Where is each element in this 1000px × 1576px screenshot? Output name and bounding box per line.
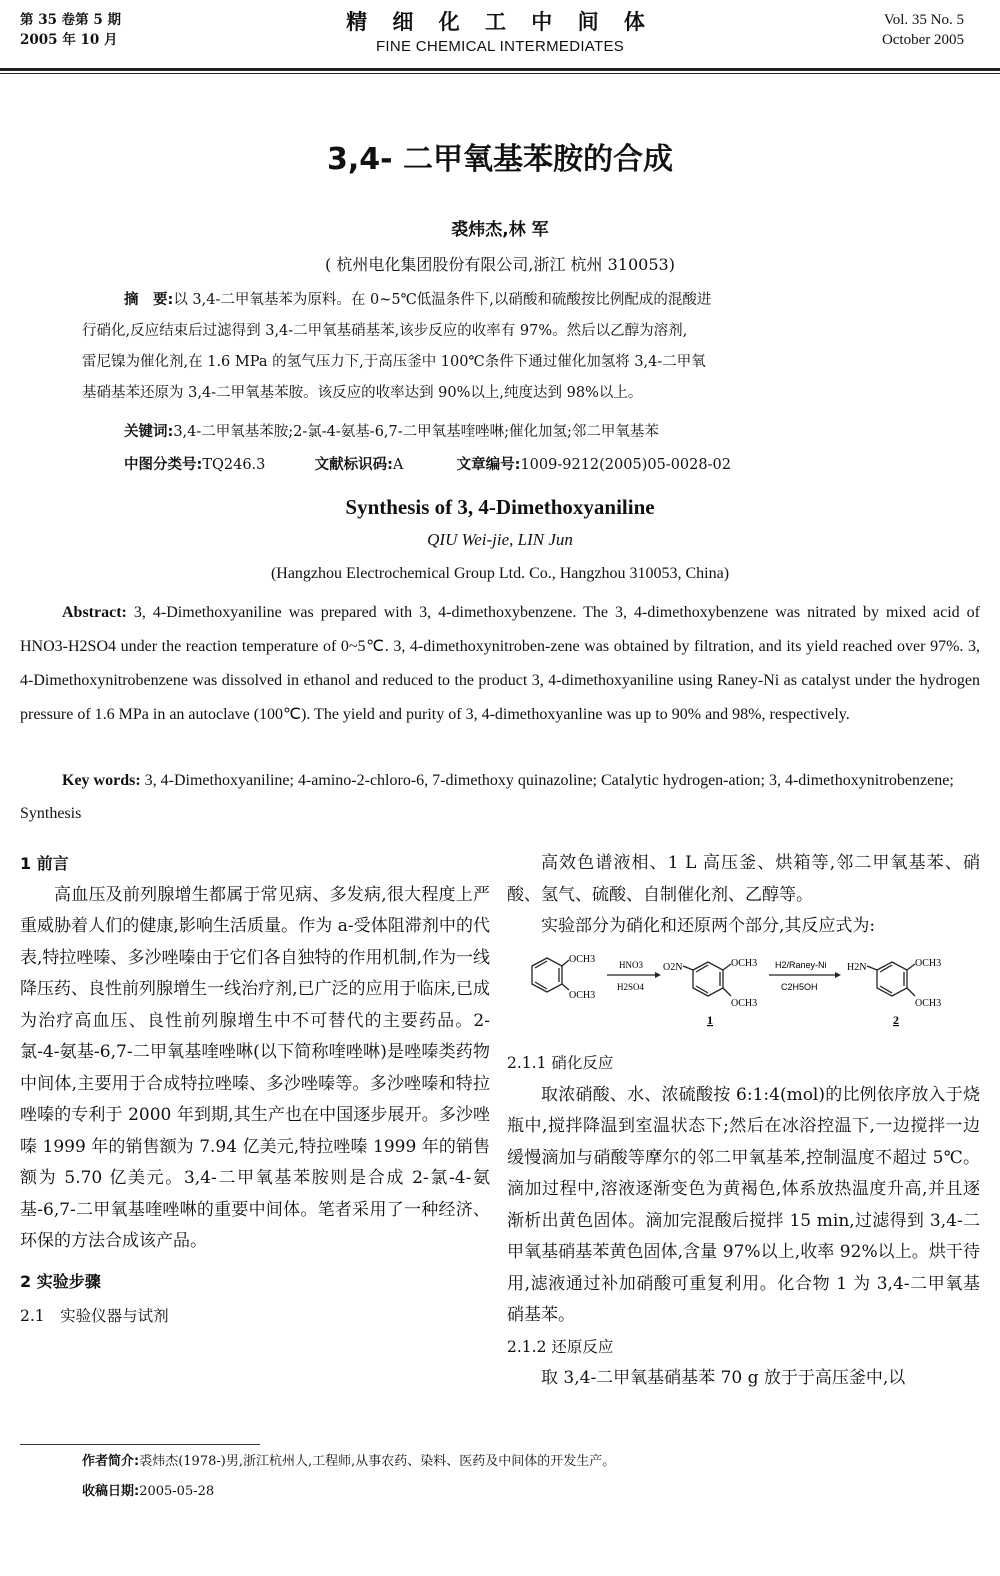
reaction-intro: 实验部分为硝化和还原两个部分,其反应式为: xyxy=(541,916,876,936)
abstract-cn-line-4: 基硝基苯还原为 3,4-二甲氧基苯胺。该反应的收率达到 90%以上,纯度达到 98%以上。 xyxy=(82,385,643,401)
article-title-cn: 3,4- 二甲氧基苯胺的合成 xyxy=(326,142,674,177)
authors-en: QIU Wei-jie, LIN Jun xyxy=(427,530,573,549)
benzene-ring-amine xyxy=(867,962,915,996)
classification-line xyxy=(124,453,884,477)
abstract-cn-line-1 xyxy=(124,288,884,312)
reaction-scheme xyxy=(507,948,980,1048)
reagent-h2-raney-ni: H2/Raney-Ni xyxy=(775,960,827,970)
subsection-heading-instruments: 2.1 实验仪器与试剂 xyxy=(20,1307,169,1325)
abstract-en xyxy=(20,596,980,732)
och3-label-5: OCH3 xyxy=(915,958,942,969)
compound-label-1: 1 xyxy=(707,1013,713,1027)
subsection-heading-nitration: 2.1.1 硝化反应 xyxy=(507,1054,614,1072)
doc-code-label: 文献标识码: xyxy=(314,457,393,473)
issue-date-en: October 2005 xyxy=(881,32,964,48)
keywords-en-label: Key words: xyxy=(62,772,141,789)
footnote-rule xyxy=(20,1444,260,1445)
reagent-ethanol: C2H5OH xyxy=(781,982,818,992)
article-no-label: 文章编号: xyxy=(456,457,521,473)
author-bio-label: 作者简介: xyxy=(82,1454,140,1469)
author-bio xyxy=(82,1452,962,1472)
section-heading-experiment: 2 实验步骤 xyxy=(20,1271,101,1291)
issue-date: 2005 年 10 月 xyxy=(20,32,118,48)
abstract-cn-line-3: 雷尼镍为催化剂,在 1.6 MPa 的氢气压力下,于高压釜中 100℃条件下通过催化加氢将 3,4-二甲氧 xyxy=(82,354,706,370)
intro-paragraph: 高血压及前列腺增生都属于常见病、多发病,很大程度上严重威胁着人们的健康,影响生活质量。作为 a-受体阻滞剂中的代表,特拉唑嗪、多沙唑嗪由于它们各自独特的作用机制,作为一线降压药、良性前列腺增生一线治疗剂,已广泛的应用于临床,已成为治疗高血压、良性前列腺增生中不可替代的主要药品。2-氯-4-氨基-6,7-二甲氧基喹唑啉(以下简称喹唑啉)是唑嗪类药物中间体,主要用于合成特拉唑嗪、多沙唑嗪等。多沙唑嗪和特拉唑嗪的专利于 2000 年到期,其生产也在中国逐步展开。多沙唑嗪 1999 年的销售额为 7.94 亿美元,特拉唑嗪 1999 年的销售额为 5.70 亿美元。3,4-二甲氧基苯胺则是合成 2-氯-4-氨基-6,7-二甲氧基喹唑啉的重要中间体。笔者采用了一种经济、环保的方法合成该产品。 xyxy=(20,884,490,1251)
abstract-cn-line-2: 行硝化,反应结束后过滤得到 3,4-二甲氧基硝基苯,该步反应的收率有 97%。然后以乙醇为溶剂, xyxy=(82,323,688,339)
instruments-paragraph: 高效色谱液相、1 L 高压釜、烘箱等,邻二甲氧基苯、硝酸、氢气、硫酸、自制催化剂、乙醇等。 xyxy=(507,853,980,905)
reagent-hno3: HNO3 xyxy=(619,960,643,970)
arrowhead-nitration xyxy=(655,972,661,978)
article-no-value: 1009-9212(2005)05-0028-02 xyxy=(520,457,731,473)
arrowhead-reduction xyxy=(835,972,841,978)
journal-name-en: FINE CHEMICAL INTERMEDIATES xyxy=(375,38,625,55)
keywords-en xyxy=(20,764,980,830)
och3-label-2: OCH3 xyxy=(569,990,596,1001)
volume-issue-en: Vol. 35 No. 5 xyxy=(883,12,964,28)
affiliation-cn: ( 杭州电化集团股份有限公司,浙江 杭州 310053) xyxy=(325,255,675,274)
header-rule xyxy=(0,68,1000,74)
subsection-heading-reduction: 2.1.2 还原反应 xyxy=(507,1337,614,1356)
clc-value: TQ246.3 xyxy=(202,457,266,473)
abstract-en-label: Abstract: xyxy=(62,604,127,621)
och3-label-3: OCH3 xyxy=(731,958,758,969)
section-heading-intro: 1 前言 xyxy=(20,854,69,873)
received-date-text: 2005-05-28 xyxy=(139,1484,215,1499)
abstract-cn-label: 摘 要: xyxy=(124,292,174,308)
clc-label: 中图分类号: xyxy=(124,457,203,473)
h2n-label: H2N xyxy=(847,962,867,973)
right-column-bottom xyxy=(507,1048,980,1395)
affiliation-en: (Hangzhou Electrochemical Group Ltd. Co., Hangzhou 310053, China) xyxy=(270,565,730,582)
received-date-label: 收稿日期: xyxy=(82,1484,140,1499)
left-column xyxy=(20,848,490,1333)
och3-label-4: OCH3 xyxy=(731,998,758,1009)
right-column-top xyxy=(507,848,980,943)
doc-code-value: A xyxy=(392,457,404,473)
och3-label-6: OCH3 xyxy=(915,998,942,1009)
compound-label-2: 2 xyxy=(893,1013,899,1027)
och3-label-1: OCH3 xyxy=(569,954,596,965)
abstract-cn-text-1: 以 3,4-二甲氧基苯为原料。在 0~5℃低温条件下,以硝酸和硫酸按比例配成的混酸进 xyxy=(173,292,712,308)
benzene-ring-start xyxy=(532,958,569,992)
issue-info-en xyxy=(882,10,964,50)
keywords-cn-text: 3,4-二甲氧基苯胺;2-氯-4-氨基-6,7-二甲氧基喹唑啉;催化加氢;邻二甲氧基苯 xyxy=(173,424,659,440)
received-date xyxy=(82,1482,962,1502)
benzene-ring-nitro xyxy=(683,962,731,996)
keywords-cn xyxy=(124,420,884,444)
abstract-en-text: 3, 4-Dimethoxyaniline was prepared with 3, 4-dimethoxybenzene. The 3, 4-dimethoxybenzene was nitrated by mixed acid of HNO3-H2SO4 under the reaction temperature of 0~5℃. 3, 4-dimethoxynitroben-zene was obtained by filtration, and its yield reached over 97%. 3, 4-Dimethoxynitrobenzene was dissolved in ethanol and reduced to the product 3, 4-dimethoxyaniline using Raney-Ni as catalyst under the hydrogen pressure of 1.6 MPa in an autoclave (100℃). The yield and purity of 3, 4-dimethoxyanline was up to 90% and 98%, respectively. xyxy=(20,604,981,723)
journal-header xyxy=(0,8,1000,58)
authors-cn: 裘炜杰,林 军 xyxy=(451,220,549,240)
journal-name-cn: 精 细 化 工 中 间 体 xyxy=(346,10,654,34)
reagent-h2so4: H2SO4 xyxy=(617,982,645,992)
keywords-cn-label: 关键词: xyxy=(124,424,174,440)
keywords-en-text: 3, 4-Dimethoxyaniline; 4-amino-2-chloro-6, 7-dimethoxy quinazoline; Catalytic hydrogen-ation; 3, 4-dimethoxynitrobenzene; Synthesis xyxy=(20,772,954,822)
no2-label: O2N xyxy=(663,962,683,973)
volume-issue: 第 35 卷第 5 期 xyxy=(20,12,121,28)
reduction-paragraph: 取 3,4-二甲氧基硝基苯 70 g 放于于高压釜中,以 xyxy=(541,1368,906,1388)
article-title-en: Synthesis of 3, 4-Dimethoxyaniline xyxy=(345,495,655,519)
nitration-paragraph: 取浓硝酸、水、浓硫酸按 6:1:4(mol)的比例依序放入于烧瓶中,搅拌降温到室温状态下;然后在冰浴控温下,一边搅拌一边缓慢滴加与硝酸等摩尔的邻二甲氧基苯,控制温度不超过 5℃。滴加过程中,溶液逐渐变色为黄褐色,体系放热温度升高,并且逐渐析出黄色固体。滴加完混酸后搅拌 15 min,过滤得到 3,4-二甲氧基硝基苯黄色固体,含量 97%以上,收率 92%以上。烘干待用,滤液通过补加硝酸可重复利用。化合物 1 为 3,4-二甲氧基硝基苯。 xyxy=(507,1084,980,1325)
author-bio-text: 裘炜杰(1978-)男,浙江杭州人,工程师,从事农药、染料、医药及中间体的开发生产。 xyxy=(139,1454,616,1469)
